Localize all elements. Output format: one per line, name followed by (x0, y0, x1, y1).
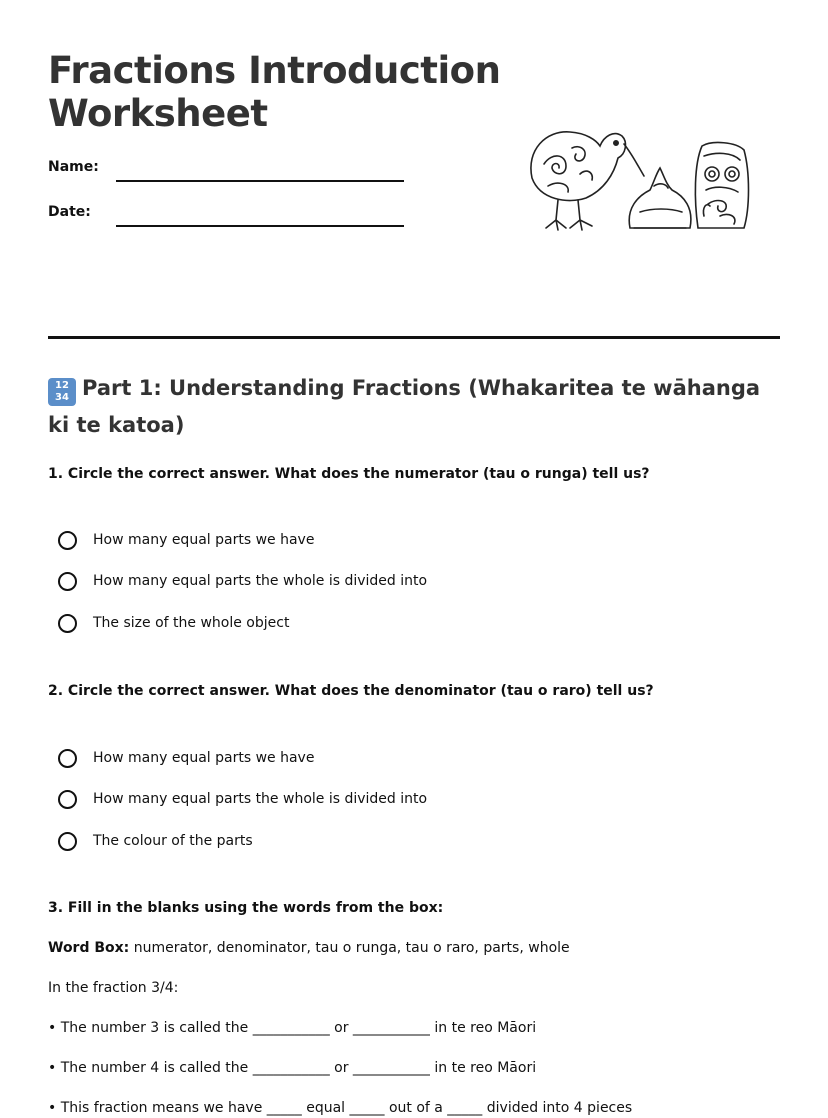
option-label: How many equal parts the whole is divided into (93, 791, 428, 807)
carved-tiki-icon (695, 143, 748, 228)
question-2-option-1[interactable] (58, 746, 314, 770)
worksheet-page (48, 0, 780, 1118)
radio-circle[interactable] (58, 832, 77, 851)
question-1: 1. Circle the correct answer. What does the numerator (tau o runga) tell us? (48, 466, 650, 482)
radio-circle[interactable] (58, 749, 77, 768)
pavlova-icon (629, 168, 691, 228)
name-field[interactable] (116, 180, 404, 182)
radio-circle[interactable] (58, 790, 77, 809)
section-divider (48, 336, 780, 339)
part-1-heading-text: Part 1: Understanding Fractions (Whakaritea te wāhanga ki te katoa) (48, 376, 761, 437)
fraction-intro: In the fraction 3/4: (48, 980, 179, 996)
word-box (48, 940, 570, 956)
option-label: The colour of the parts (93, 833, 253, 849)
date-label: Date: (48, 204, 91, 220)
radio-circle[interactable] (58, 572, 77, 591)
fill-blank-line-1[interactable]: • The number 3 is called the ___________ or ___________ in te reo Māori (48, 1020, 537, 1036)
option-label: How many equal parts the whole is divided into (93, 573, 428, 589)
fill-blank-line-3[interactable]: • This fraction means we have _____ equal _____ out of a _____ divided into 4 pieces (48, 1100, 633, 1116)
name-label: Name: (48, 159, 99, 175)
title-line-2: Worksheet (48, 92, 268, 135)
question-2-option-3[interactable] (58, 829, 253, 853)
part-1-heading (48, 370, 780, 444)
word-box-words: numerator, denominator, tau o runga, tau o raro, parts, whole (129, 940, 570, 956)
worksheet-title (48, 49, 500, 135)
date-field[interactable] (116, 225, 404, 227)
title-line-1: Fractions Introduction (48, 49, 501, 92)
question-1-option-1[interactable] (58, 528, 314, 552)
fill-blank-line-2[interactable]: • The number 4 is called the ___________ or ___________ in te reo Māori (48, 1060, 537, 1076)
question-2: 2. Circle the correct answer. What does the denominator (tau o raro) tell us? (48, 683, 654, 699)
input-numbers-icon: 12 34 (48, 378, 76, 406)
question-3: 3. Fill in the blanks using the words from the box: (48, 900, 444, 916)
question-2-option-2[interactable] (58, 787, 427, 811)
option-label: The size of the whole object (93, 615, 290, 631)
option-label: How many equal parts we have (93, 750, 315, 766)
word-box-label: Word Box: (48, 940, 130, 956)
question-1-option-2[interactable] (58, 569, 427, 593)
option-label: How many equal parts we have (93, 532, 315, 548)
kiwi-bird-icon (531, 132, 644, 230)
maori-illustration (522, 116, 754, 240)
radio-circle[interactable] (58, 614, 77, 633)
radio-circle[interactable] (58, 531, 77, 550)
question-1-option-3[interactable] (58, 611, 289, 635)
